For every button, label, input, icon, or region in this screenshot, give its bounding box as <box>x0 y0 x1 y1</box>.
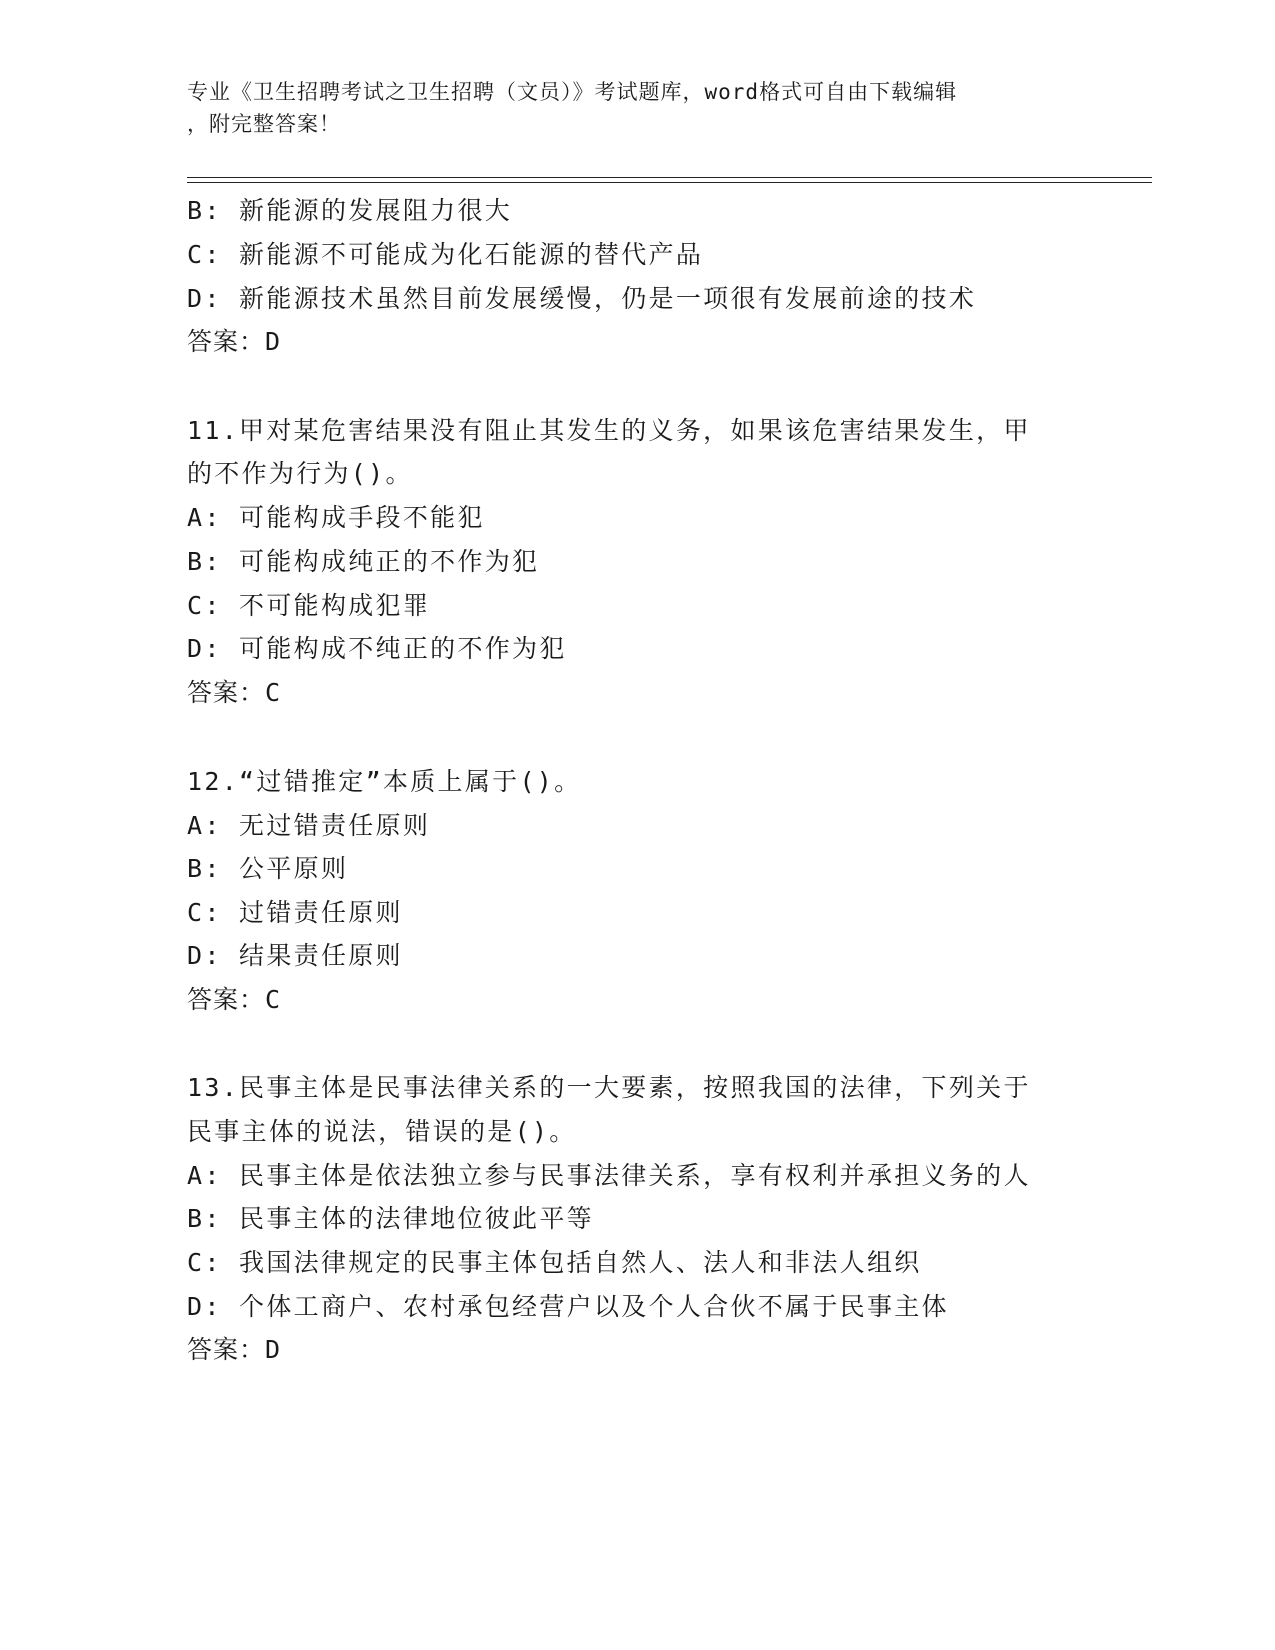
q12-option-a: A: 无过错责任原则 <box>187 811 431 840</box>
q10-option-b: B: 新能源的发展阻力很大 <box>187 196 513 225</box>
q13-option-a: A: 民事主体是依法独立参与民事法律关系，享有权利并承担义务的人 <box>187 1161 1031 1190</box>
q12-option-b: B: 公平原则 <box>187 854 349 883</box>
document-header <box>187 76 1067 140</box>
q11-answer: 答案：C <box>187 678 282 707</box>
q12-answer: 答案：C <box>187 985 282 1014</box>
header-line-1: 专业《卫生招聘考试之卫生招聘（文员）》考试题库，word格式可自由下载编辑 <box>187 80 958 104</box>
q11-option-d: D: 可能构成不纯正的不作为犯 <box>187 634 567 663</box>
q12-option-c: C: 过错责任原则 <box>187 898 403 927</box>
q13-option-d: D: 个体工商户、农村承包经营户以及个人合伙不属于民事主体 <box>187 1292 949 1321</box>
q10-answer: 答案：D <box>187 327 282 356</box>
q10-option-c: C: 新能源不可能成为化石能源的替代产品 <box>187 240 704 269</box>
q11-option-b: B: 可能构成纯正的不作为犯 <box>187 547 540 576</box>
q12-stem-line-1: 12.“过错推定”本质上属于()。 <box>187 767 582 796</box>
q11-stem-line-2: 的不作为行为()。 <box>187 459 413 488</box>
q12-option-d: D: 结果责任原则 <box>187 941 403 970</box>
q13-option-c: C: 我国法律规定的民事主体包括自然人、法人和非法人组织 <box>187 1248 922 1277</box>
header-line-2: ，附完整答案！ <box>187 112 341 136</box>
q13-stem-line-1: 13.民事主体是民事法律关系的一大要素，按照我国的法律，下列关于 <box>187 1073 1031 1102</box>
q13-stem-line-2: 民事主体的说法，错误的是()。 <box>187 1117 577 1146</box>
q11-option-c: C: 不可能构成犯罪 <box>187 591 431 620</box>
q11-option-a: A: 可能构成手段不能犯 <box>187 503 485 532</box>
q13-answer: 答案：D <box>187 1335 282 1364</box>
q13-option-b: B: 民事主体的法律地位彼此平等 <box>187 1204 594 1233</box>
header-rule-bottom <box>187 182 1152 183</box>
header-rule-top <box>187 177 1152 178</box>
q11-stem-line-1: 11.甲对某危害结果没有阻止其发生的义务，如果该危害结果发生，甲 <box>187 416 1031 445</box>
q10-option-d: D: 新能源技术虽然目前发展缓慢，仍是一项很有发展前途的技术 <box>187 284 977 313</box>
